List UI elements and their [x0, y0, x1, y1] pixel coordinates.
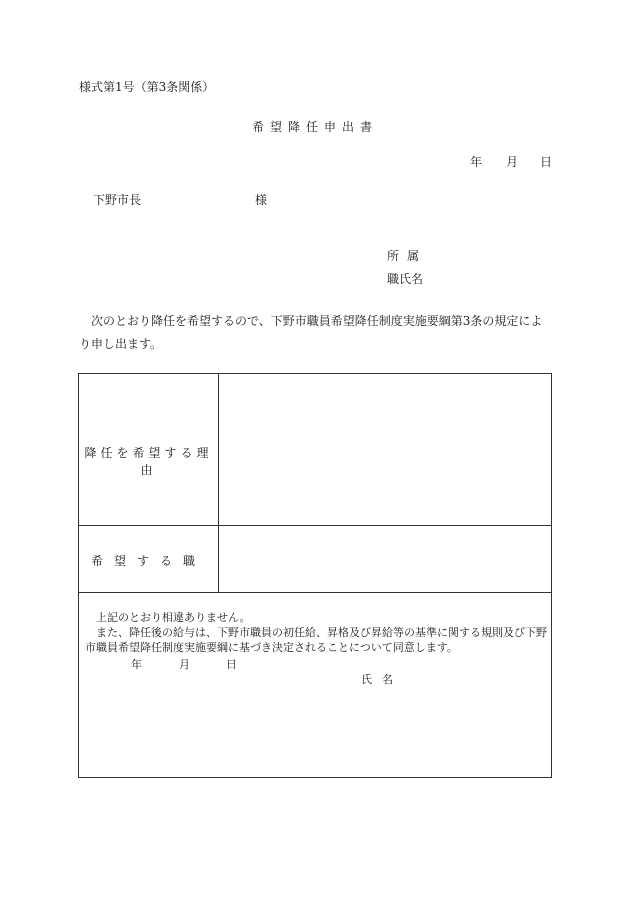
sign-day-label: 日: [226, 658, 237, 671]
application-table: [78, 373, 552, 778]
sign-name-label: 氏名: [361, 673, 403, 686]
date-year-label: 年: [470, 155, 483, 169]
affiliation-label: 所属: [387, 249, 428, 263]
position-name-label: 職氏名: [387, 272, 424, 286]
form-number: 様式第1号（第3条関係）: [79, 80, 215, 94]
desired-post-label: 希望する職: [90, 554, 206, 568]
document-title: 希望降任申出書: [251, 120, 378, 134]
row-divider: [79, 592, 551, 593]
date-month-label: 月: [506, 155, 519, 169]
intro-paragraph: 次のとおり降任を希望するので、下野市職員希望降任制度実施要綱第3条の規定により申し出ます。: [79, 314, 543, 351]
agreement-line-2: また、降任後の給与は、下野市職員の初任給、昇格及び昇給等の基準に関する規則及び下野市職員希望降任制度実施要綱に基づき決定されることについて同意します。: [85, 626, 547, 654]
addressee: 下野市長: [93, 193, 142, 207]
date-day-label: 日: [540, 155, 553, 169]
reason-field[interactable]: [219, 374, 551, 525]
sign-month-label: 月: [179, 658, 190, 671]
agreement-line-1: 上記のとおり相違ありません。: [96, 611, 251, 624]
agreement-text: [85, 610, 547, 655]
honorific: 様: [255, 193, 268, 207]
desired-post-field[interactable]: [219, 526, 551, 592]
sign-year-label: 年: [131, 658, 142, 671]
reason-label: 降任を希望する理由: [84, 446, 213, 477]
